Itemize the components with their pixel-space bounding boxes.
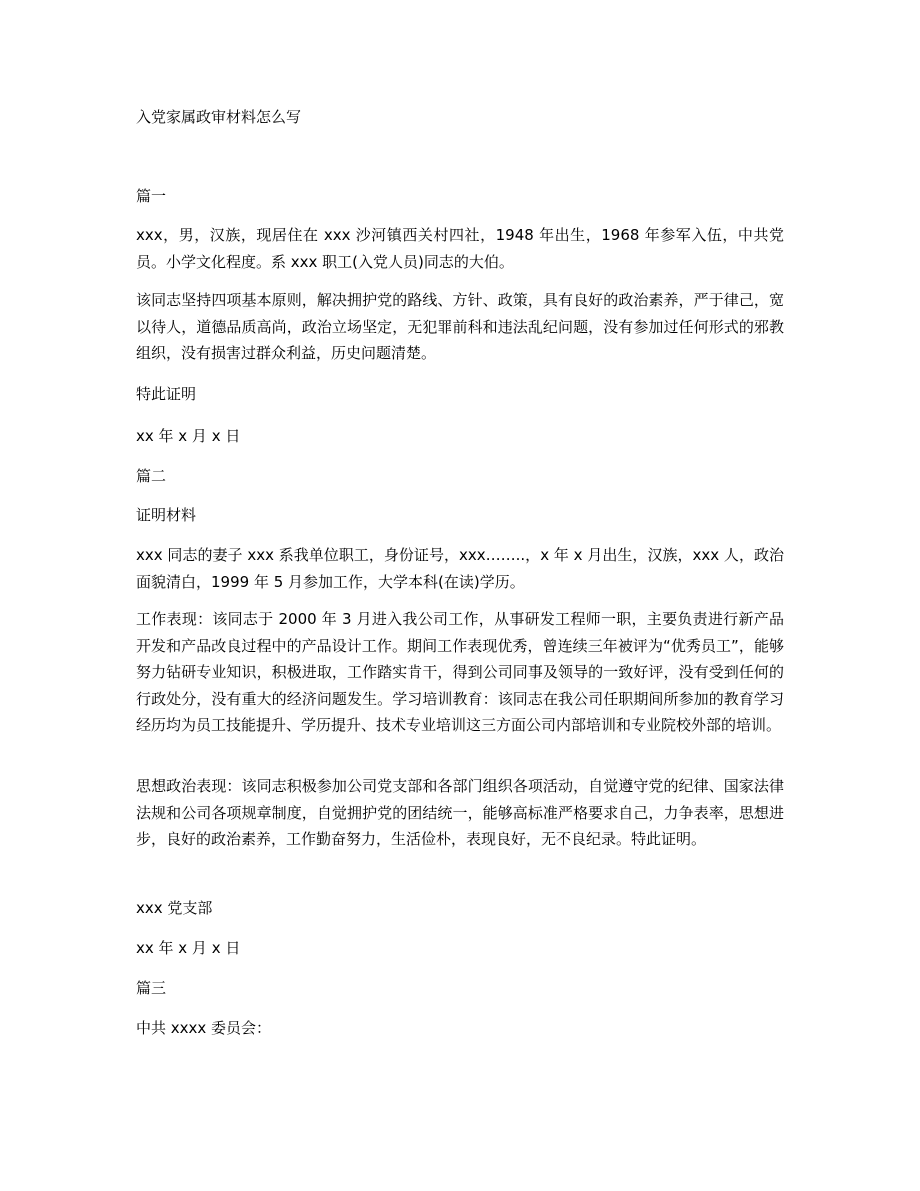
section1-paragraph-1: xxx，男，汉族，现居住在 xxx 沙河镇西关村四社，1948 年出生，1968 年参军入伍，中共党员。小学文化程度。系 xxx 职工(入党人员)同志的大伯。 bbox=[136, 226, 784, 271]
section1-date: xx 年 x 月 x 日 bbox=[136, 427, 241, 445]
section3-addressee: 中共 xxxx 委员会： bbox=[136, 1019, 272, 1037]
document-title: 入党家属政审材料怎么写 bbox=[136, 108, 302, 126]
section-heading-3: 篇三 bbox=[136, 979, 167, 997]
section-heading-1: 篇一 bbox=[136, 187, 167, 205]
section2-paragraph-1: xxx 同志的妻子 xxx 系我单位职工，身份证号，xxx……..，x 年 x 月出生，汉族，xxx 人，政治面貌清白，1999 年 5 月参加工作，大学本科(在读)学历。 bbox=[136, 546, 784, 591]
section2-paragraph-2: 工作表现：该同志于 2000 年 3 月进入我公司工作，从事研发工程师一职，主要负责进行新产品开发和产品改良过程中的产品设计工作。期间工作表现优秀，曾连续三年被评为“优秀员工”，能够努力钻研专业知识，积极进取，工作踏实肯干，得到公司同事及领导的一致好评，没有受到任何的行政处分，没有重大的经济问题发生。学习培训教育：该同志在我公司任职期间所参加的教育学习经历均为员工技能提升、学历提升、技术专业培训这三方面公司内部培训和专业院校外部的培训。 bbox=[136, 610, 784, 734]
section2-signature: xxx 党支部 bbox=[136, 899, 213, 917]
section2-paragraph-3: 思想政治表现：该同志积极参加公司党支部和各部门组织各项活动，自觉遵守党的纪律、国家法律法规和公司各项规章制度，自觉拥护党的团结统一，能够高标准严格要求自己，力争表率，思想进步，良好的政治素养，工作勤奋努力，生活俭朴，表现良好，无不良纪录。特此证明。 bbox=[136, 777, 784, 848]
section2-subtitle: 证明材料 bbox=[136, 506, 197, 524]
section-heading-2: 篇二 bbox=[136, 467, 167, 485]
section1-paragraph-2: 该同志坚持四项基本原则，解决拥护党的路线、方针、政策，具有良好的政治素养，严于律己，宽以待人，道德品质高尚，政治立场坚定，无犯罪前科和违法乱纪问题，没有参加过任何形式的邪教组织，没有损害过群众利益，历史问题清楚。 bbox=[136, 291, 784, 362]
section1-certify: 特此证明 bbox=[136, 385, 197, 403]
section2-date: xx 年 x 月 x 日 bbox=[136, 939, 241, 957]
